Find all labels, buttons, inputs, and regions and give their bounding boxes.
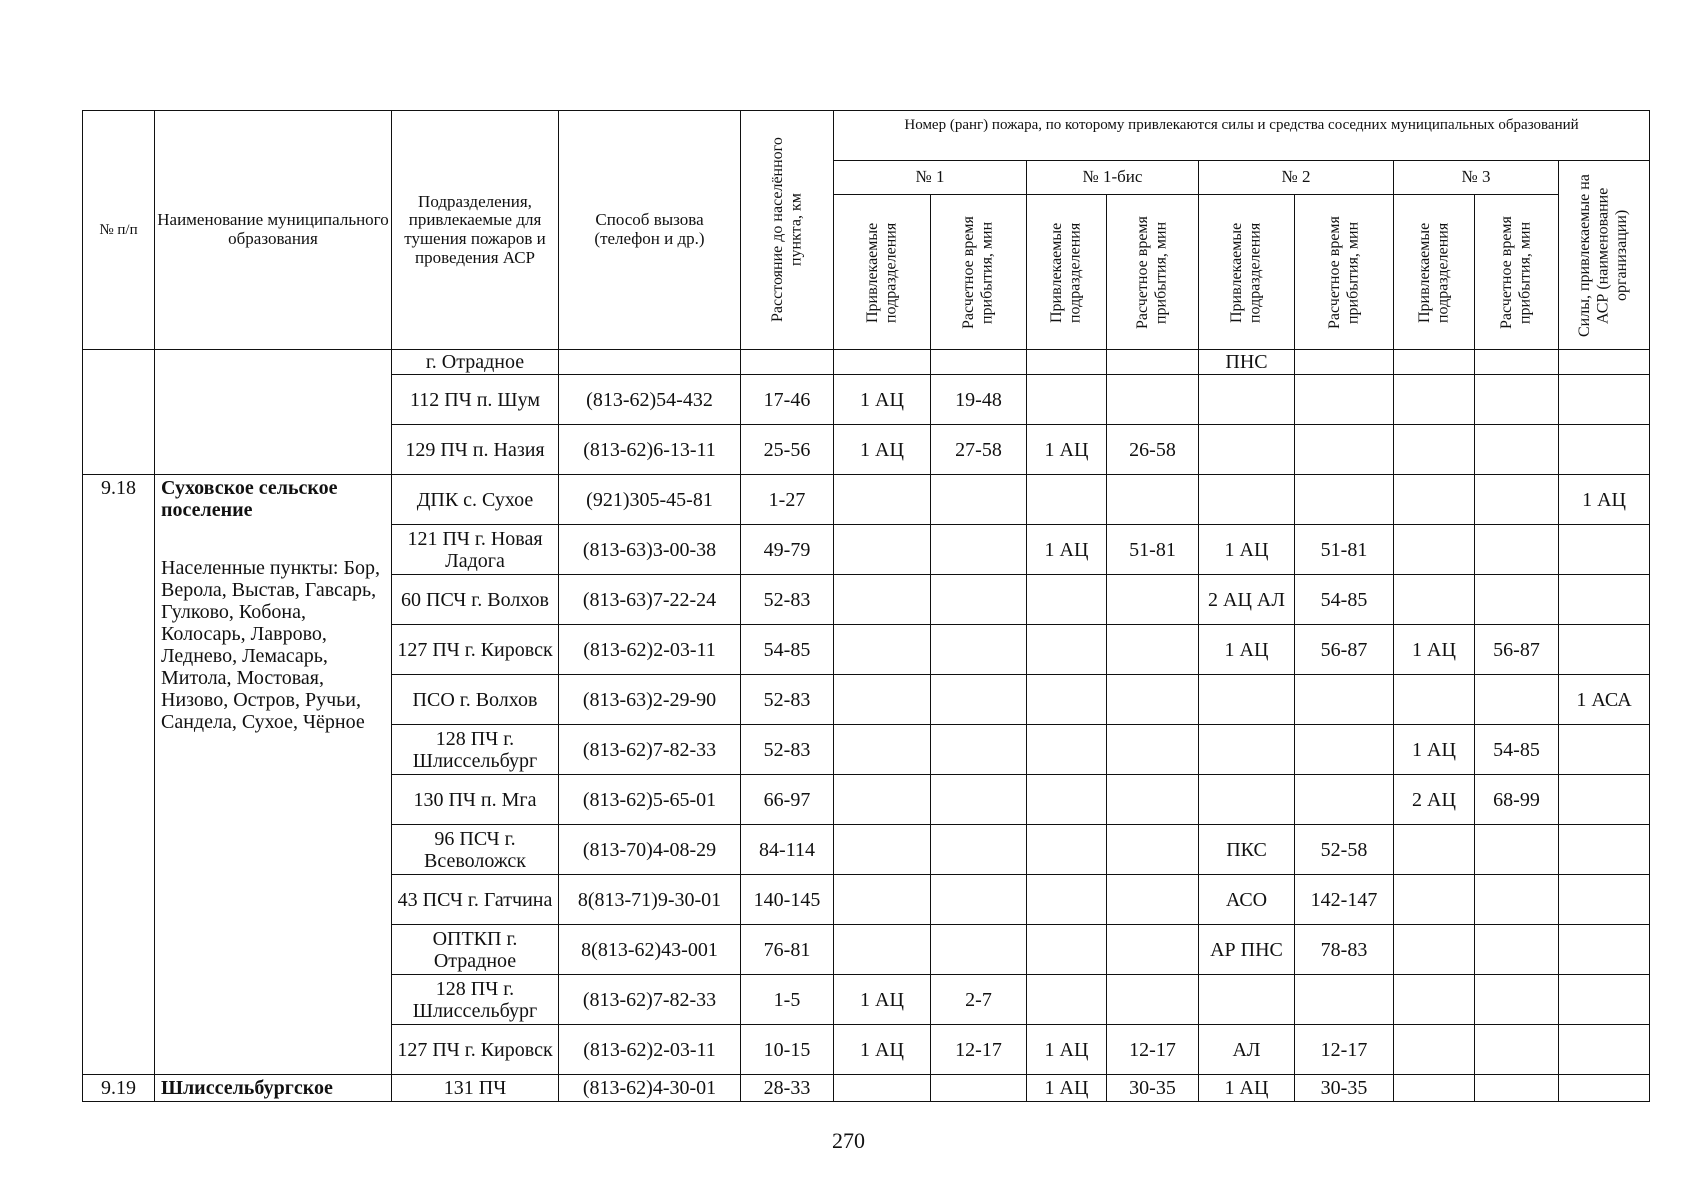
rank1bis-units-cell — [1027, 375, 1107, 425]
rank2-units-cell: 2 АЦ АЛ — [1199, 575, 1295, 625]
rank2-time-cell — [1295, 775, 1394, 825]
phone-cell: 8(813-71)9-30-01 — [559, 875, 741, 925]
header-rank-1bis: № 1-бис — [1027, 161, 1199, 195]
rank1bis-time-cell — [1107, 675, 1199, 725]
rank1bis-units-cell — [1027, 825, 1107, 875]
rank1bis-units-cell — [1027, 350, 1107, 375]
header-sub-units: Привлекаемые подразделения — [1199, 195, 1295, 350]
distance-cell: 1-27 — [741, 475, 834, 525]
phone-cell: (813-63)3-00-38 — [559, 525, 741, 575]
asr-cell — [1559, 775, 1650, 825]
rank2-units-cell: ПНС — [1199, 350, 1295, 375]
rank1-time-cell — [931, 575, 1027, 625]
rank1bis-time-cell — [1107, 725, 1199, 775]
rank1bis-units-cell — [1027, 575, 1107, 625]
asr-cell — [1559, 975, 1650, 1025]
rank2-time-cell: 78-83 — [1295, 925, 1394, 975]
rank1bis-units-cell — [1027, 675, 1107, 725]
rank1-units-cell — [834, 875, 931, 925]
rank1-time-cell — [931, 1075, 1027, 1102]
asr-cell — [1559, 525, 1650, 575]
phone-cell: 8(813-62)43-001 — [559, 925, 741, 975]
rank1-time-cell — [931, 625, 1027, 675]
row-number: 9.18 — [83, 475, 155, 1075]
distance-cell: 52-83 — [741, 675, 834, 725]
rank2-units-cell — [1199, 475, 1295, 525]
rank1bis-units-cell — [1027, 475, 1107, 525]
unit-cell: ПСО г. Волхов — [392, 675, 559, 725]
rank2-units-cell — [1199, 425, 1295, 475]
row-number — [83, 350, 155, 475]
rank3-units-cell: 2 АЦ — [1394, 775, 1475, 825]
rank2-time-cell: 52-58 — [1295, 825, 1394, 875]
rank1bis-time-cell: 26-58 — [1107, 425, 1199, 475]
rank2-time-cell — [1295, 350, 1394, 375]
header-rank-3: № 3 — [1394, 161, 1559, 195]
asr-cell — [1559, 425, 1650, 475]
rank1-time-cell — [931, 525, 1027, 575]
rank2-units-cell: АСО — [1199, 875, 1295, 925]
rank1bis-time-cell: 30-35 — [1107, 1075, 1199, 1102]
rank1-units-cell — [834, 1075, 931, 1102]
rank1-time-cell: 19-48 — [931, 375, 1027, 425]
unit-cell: 43 ПСЧ г. Гатчина — [392, 875, 559, 925]
unit-cell: 131 ПЧ — [392, 1075, 559, 1102]
phone-cell: (813-62)5-65-01 — [559, 775, 741, 825]
rank2-units-cell: АР ПНС — [1199, 925, 1295, 975]
rank1bis-time-cell — [1107, 775, 1199, 825]
rank1bis-units-cell: 1 АЦ — [1027, 1025, 1107, 1075]
rank1-units-cell — [834, 525, 931, 575]
rank1bis-units-cell — [1027, 925, 1107, 975]
rank1bis-time-cell — [1107, 375, 1199, 425]
rank3-time-cell — [1475, 875, 1559, 925]
distance-cell: 84-114 — [741, 825, 834, 875]
rank1-time-cell — [931, 875, 1027, 925]
rank3-units-cell — [1394, 925, 1475, 975]
rank3-time-cell — [1475, 1075, 1559, 1102]
rank1-time-cell — [931, 825, 1027, 875]
rank1-time-cell — [931, 475, 1027, 525]
rank3-time-cell: 54-85 — [1475, 725, 1559, 775]
phone-cell: (813-62)2-03-11 — [559, 1025, 741, 1075]
row-number: 9.19 — [83, 1075, 155, 1102]
phone-cell: (813-63)2-29-90 — [559, 675, 741, 725]
header-rank-group: Номер (ранг) пожара, по которому привлекаются силы и средства соседних муниципальных образований — [834, 111, 1650, 161]
rank1bis-units-cell: 1 АЦ — [1027, 1075, 1107, 1102]
rank1bis-units-cell — [1027, 625, 1107, 675]
asr-cell — [1559, 350, 1650, 375]
rank1-units-cell — [834, 675, 931, 725]
rank2-time-cell — [1295, 475, 1394, 525]
distance-cell: 17-46 — [741, 375, 834, 425]
rank1-time-cell: 27-58 — [931, 425, 1027, 475]
rank3-time-cell — [1475, 575, 1559, 625]
rank1-units-cell — [834, 625, 931, 675]
distance-cell: 54-85 — [741, 625, 834, 675]
asr-cell — [1559, 1025, 1650, 1075]
rank3-time-cell — [1475, 825, 1559, 875]
rank1-units-cell — [834, 575, 931, 625]
distance-cell: 76-81 — [741, 925, 834, 975]
rank1-time-cell: 2-7 — [931, 975, 1027, 1025]
municipality-name: Суховское сельское поселение — [161, 477, 338, 521]
asr-cell — [1559, 875, 1650, 925]
rank3-units-cell — [1394, 475, 1475, 525]
rank3-time-cell — [1475, 350, 1559, 375]
rank1bis-units-cell — [1027, 975, 1107, 1025]
rank1-units-cell: 1 АЦ — [834, 1025, 931, 1075]
phone-cell: (813-70)4-08-29 — [559, 825, 741, 875]
rank1-time-cell — [931, 675, 1027, 725]
rank3-units-cell — [1394, 425, 1475, 475]
header-sub-time: Расчетное время прибытия, мин — [931, 195, 1027, 350]
distance-cell: 10-15 — [741, 1025, 834, 1075]
rank3-units-cell — [1394, 975, 1475, 1025]
rank1bis-units-cell — [1027, 725, 1107, 775]
header-sub-units: Привлекаемые подразделения — [1394, 195, 1475, 350]
phone-cell: (813-62)7-82-33 — [559, 975, 741, 1025]
rank3-units-cell — [1394, 575, 1475, 625]
asr-cell: 1 АСА — [1559, 675, 1650, 725]
rank2-time-cell: 30-35 — [1295, 1075, 1394, 1102]
header-municipality: Наименование муниципального образования — [155, 111, 392, 350]
rank1bis-time-cell — [1107, 350, 1199, 375]
rank2-units-cell: АЛ — [1199, 1025, 1295, 1075]
rank3-time-cell — [1475, 925, 1559, 975]
rank3-units-cell — [1394, 1025, 1475, 1075]
rank2-units-cell: 1 АЦ — [1199, 1075, 1295, 1102]
asr-cell — [1559, 375, 1650, 425]
rank2-time-cell: 51-81 — [1295, 525, 1394, 575]
header-rank-2: № 2 — [1199, 161, 1394, 195]
page-number: 270 — [832, 1128, 865, 1153]
unit-cell: ДПК с. Сухое — [392, 475, 559, 525]
phone-cell: (813-62)7-82-33 — [559, 725, 741, 775]
settlements-list: Населенные пункты: Бор, Верола, Выстав, Гавсарь, Гулково, Кобона, Колосарь, Лаврово, Леднево, Лемасарь, Митола, Мостовая, Низово, Остров, Ручьи, Сандела, Сухое, Чёрное — [161, 557, 380, 733]
distance-cell: 52-83 — [741, 725, 834, 775]
rank3-units-cell — [1394, 350, 1475, 375]
rank2-units-cell — [1199, 375, 1295, 425]
rank3-units-cell — [1394, 875, 1475, 925]
rank2-time-cell: 12-17 — [1295, 1025, 1394, 1075]
unit-cell: 128 ПЧ г. Шлиссельбург — [392, 975, 559, 1025]
rank1-time-cell — [931, 775, 1027, 825]
rank1-units-cell: 1 АЦ — [834, 425, 931, 475]
rank3-time-cell — [1475, 475, 1559, 525]
header-sub-time: Расчетное время прибытия, мин — [1475, 195, 1559, 350]
unit-cell: г. Отрадное — [392, 350, 559, 375]
distance-cell: 28-33 — [741, 1075, 834, 1102]
header-sub-units: Привлекаемые подразделения — [834, 195, 931, 350]
asr-cell — [1559, 625, 1650, 675]
rank1bis-time-cell — [1107, 875, 1199, 925]
rank3-units-cell — [1394, 525, 1475, 575]
distance-cell: 25-56 — [741, 425, 834, 475]
unit-cell: 60 ПСЧ г. Волхов — [392, 575, 559, 625]
table-row — [83, 350, 1650, 375]
municipality-cell — [155, 1075, 392, 1102]
rank1bis-time-cell: 51-81 — [1107, 525, 1199, 575]
rank1bis-time-cell: 12-17 — [1107, 1025, 1199, 1075]
asr-cell — [1559, 925, 1650, 975]
rank3-time-cell — [1475, 1025, 1559, 1075]
header-call-method: Способ вызова (телефон и др.) — [559, 111, 741, 350]
unit-cell: 129 ПЧ п. Назия — [392, 425, 559, 475]
rank1bis-time-cell — [1107, 975, 1199, 1025]
header-num: № п/п — [83, 111, 155, 350]
unit-cell: 112 ПЧ п. Шум — [392, 375, 559, 425]
rank1bis-time-cell — [1107, 825, 1199, 875]
distance-cell: 52-83 — [741, 575, 834, 625]
rank1bis-time-cell — [1107, 475, 1199, 525]
rank3-units-cell: 1 АЦ — [1394, 725, 1475, 775]
rank3-time-cell: 56-87 — [1475, 625, 1559, 675]
rank3-time-cell — [1475, 425, 1559, 475]
header-sub-time: Расчетное время прибытия, мин — [1295, 195, 1394, 350]
rank1-units-cell — [834, 475, 931, 525]
rank3-time-cell — [1475, 375, 1559, 425]
rank3-time-cell — [1475, 675, 1559, 725]
asr-cell: 1 АЦ — [1559, 475, 1650, 525]
table-row — [83, 475, 1650, 525]
rank2-units-cell: 1 АЦ — [1199, 625, 1295, 675]
rank2-units-cell: ПКС — [1199, 825, 1295, 875]
rank2-time-cell: 56-87 — [1295, 625, 1394, 675]
municipality-cell — [155, 350, 392, 475]
unit-cell: 128 ПЧ г. Шлиссельбург — [392, 725, 559, 775]
rank2-units-cell: 1 АЦ — [1199, 525, 1295, 575]
rank1-units-cell — [834, 825, 931, 875]
rank3-units-cell: 1 АЦ — [1394, 625, 1475, 675]
unit-cell: ОПТКП г. Отрадное — [392, 925, 559, 975]
rank1bis-time-cell — [1107, 925, 1199, 975]
rank1-units-cell — [834, 725, 931, 775]
rank2-units-cell — [1199, 775, 1295, 825]
fire-forces-table — [82, 110, 1650, 1102]
rank2-time-cell — [1295, 375, 1394, 425]
rank3-time-cell: 68-99 — [1475, 775, 1559, 825]
rank2-time-cell — [1295, 425, 1394, 475]
rank2-units-cell — [1199, 675, 1295, 725]
rank3-units-cell — [1394, 825, 1475, 875]
rank2-units-cell — [1199, 975, 1295, 1025]
rank2-time-cell — [1295, 975, 1394, 1025]
header-units: Подразделения, привлекаемые для тушения пожаров и проведения АСР — [392, 111, 559, 350]
rank3-time-cell — [1475, 975, 1559, 1025]
rank1bis-units-cell: 1 АЦ — [1027, 525, 1107, 575]
rank1-time-cell — [931, 725, 1027, 775]
rank1bis-units-cell — [1027, 875, 1107, 925]
rank1bis-time-cell — [1107, 575, 1199, 625]
rank3-units-cell — [1394, 675, 1475, 725]
unit-cell: 127 ПЧ г. Кировск — [392, 1025, 559, 1075]
header-asr: Силы, привлекаемые на АСР (наименование организации) — [1559, 161, 1650, 350]
municipality-name: Шлиссельбургское — [161, 1077, 333, 1099]
rank3-time-cell — [1475, 525, 1559, 575]
unit-cell: 121 ПЧ г. Новая Ладога — [392, 525, 559, 575]
phone-cell: (921)305-45-81 — [559, 475, 741, 525]
rank2-time-cell — [1295, 675, 1394, 725]
unit-cell: 96 ПСЧ г. Всеволожск — [392, 825, 559, 875]
header-distance: Расстояние до населённого пункта, км — [741, 111, 834, 350]
rank2-units-cell — [1199, 725, 1295, 775]
municipality-cell — [155, 475, 392, 1075]
rank2-time-cell: 54-85 — [1295, 575, 1394, 625]
header-sub-time: Расчетное время прибытия, мин — [1107, 195, 1199, 350]
distance-cell: 1-5 — [741, 975, 834, 1025]
phone-cell: (813-62)2-03-11 — [559, 625, 741, 675]
phone-cell: (813-62)6-13-11 — [559, 425, 741, 475]
rank2-time-cell: 142-147 — [1295, 875, 1394, 925]
header-sub-units: Привлекаемые подразделения — [1027, 195, 1107, 350]
rank2-time-cell — [1295, 725, 1394, 775]
phone-cell: (813-62)54-432 — [559, 375, 741, 425]
rank1-units-cell: 1 АЦ — [834, 975, 931, 1025]
asr-cell — [1559, 1075, 1650, 1102]
table-row — [83, 1075, 1650, 1102]
rank1-time-cell — [931, 925, 1027, 975]
rank1bis-units-cell — [1027, 775, 1107, 825]
unit-cell: 127 ПЧ г. Кировск — [392, 625, 559, 675]
asr-cell — [1559, 825, 1650, 875]
rank1-units-cell — [834, 925, 931, 975]
rank1bis-time-cell — [1107, 625, 1199, 675]
rank3-units-cell — [1394, 375, 1475, 425]
distance-cell: 49-79 — [741, 525, 834, 575]
unit-cell: 130 ПЧ п. Мга — [392, 775, 559, 825]
distance-cell: 66-97 — [741, 775, 834, 825]
distance-cell — [741, 350, 834, 375]
rank1-time-cell: 12-17 — [931, 1025, 1027, 1075]
asr-cell — [1559, 575, 1650, 625]
rank1-units-cell — [834, 350, 931, 375]
rank3-units-cell — [1394, 1075, 1475, 1102]
asr-cell — [1559, 725, 1650, 775]
rank1-units-cell: 1 АЦ — [834, 375, 931, 425]
phone-cell — [559, 350, 741, 375]
phone-cell: (813-63)7-22-24 — [559, 575, 741, 625]
phone-cell: (813-62)4-30-01 — [559, 1075, 741, 1102]
rank1-units-cell — [834, 775, 931, 825]
header-rank-1: № 1 — [834, 161, 1027, 195]
distance-cell: 140-145 — [741, 875, 834, 925]
rank1bis-units-cell: 1 АЦ — [1027, 425, 1107, 475]
rank1-time-cell — [931, 350, 1027, 375]
